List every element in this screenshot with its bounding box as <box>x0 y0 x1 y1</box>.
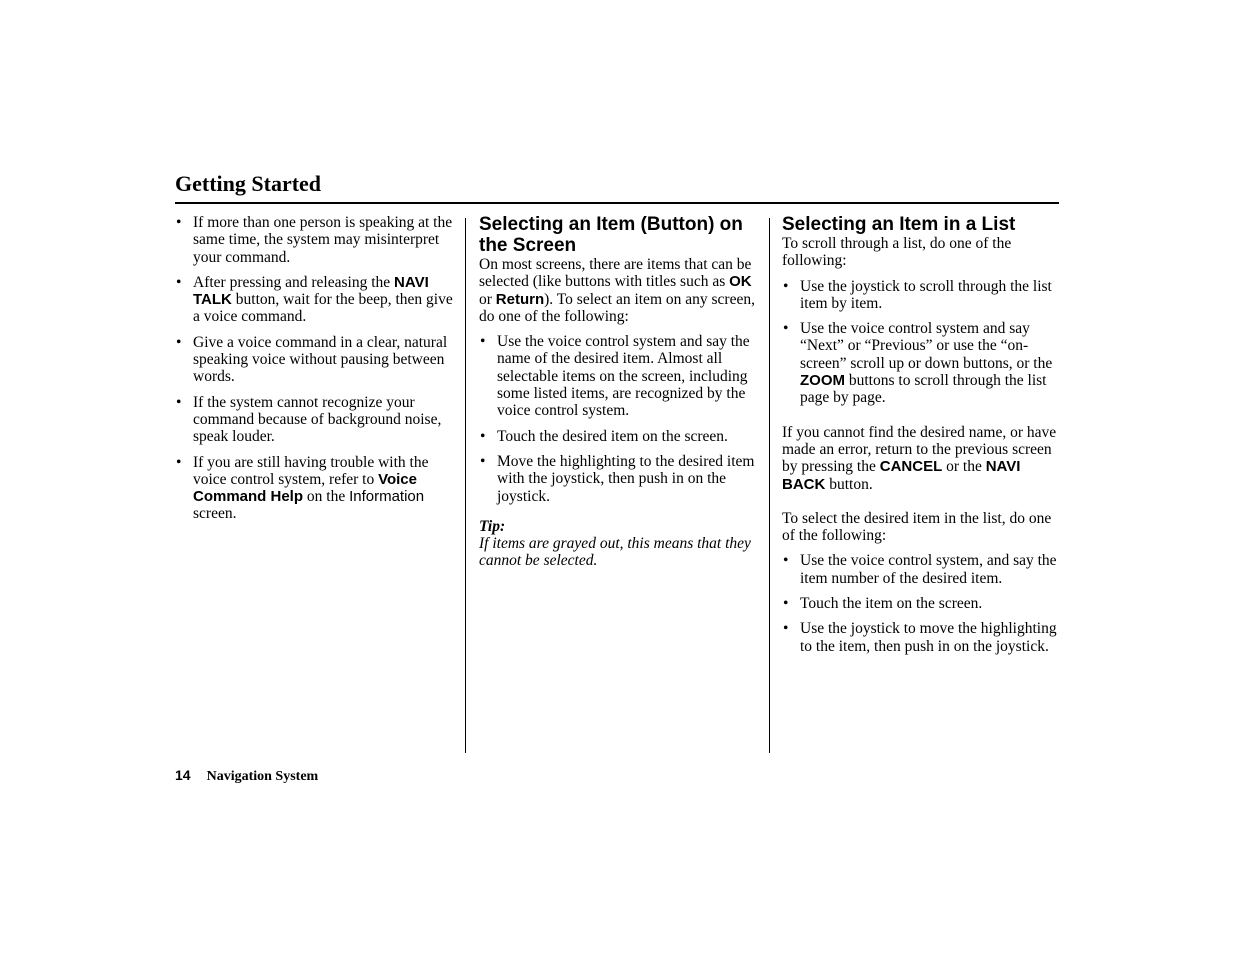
bullet-icon: • <box>480 452 486 470</box>
bullet-icon: • <box>480 427 486 445</box>
list-item: • Touch the item on the screen. <box>783 595 983 613</box>
button-select-list <box>479 333 759 505</box>
tip-box <box>479 518 759 570</box>
cancel-label: CANCEL <box>879 458 943 476</box>
column-middle <box>479 214 759 570</box>
list-item: • Touch the desired item on the screen. <box>480 427 728 445</box>
list-item: • If you are still having trouble with the voice control system, refer to Voice Command Help on the Information screen. <box>176 453 429 523</box>
list-item: • Give a voice command in a clear, natural speaking voice without pausing between words. <box>176 333 448 386</box>
list-item: • Use the voice control system and say the name of the desired item. Almost all selectable items on the screen, including some listed items, are recognized by the voice control system. <box>480 333 750 420</box>
list-item: • If the system cannot recognize your command because of background noise, speak louder. <box>176 393 442 446</box>
header-divider <box>175 202 1059 204</box>
page-number: 14 <box>175 767 191 783</box>
item-select-list <box>782 552 1060 654</box>
column-left <box>175 214 453 523</box>
bullet-icon: • <box>176 273 182 291</box>
information-label: Information <box>349 488 425 506</box>
footer-section: Navigation System <box>206 769 319 784</box>
list-item: • If more than one person is speaking at the same time, the system may misinterpret your command. <box>176 214 453 266</box>
ok-label: OK <box>729 273 752 291</box>
bullet-icon: • <box>783 320 789 338</box>
voice-command-help-label: Voice Command Help <box>193 470 417 506</box>
tip-text: If items are grayed out, this means that they cannot be selected. <box>479 535 751 570</box>
section-intro: To scroll through a list, do one of the following: <box>782 235 1012 270</box>
bullet-icon: • <box>783 552 789 570</box>
scroll-list <box>782 278 1060 407</box>
column-right <box>782 214 1060 655</box>
bullet-icon: • <box>176 214 182 231</box>
bullet-icon: • <box>176 393 182 411</box>
bullet-icon: • <box>783 277 789 295</box>
navi-back-label: NAVI BACK <box>782 458 1021 493</box>
section-title-list: Selecting an Item in a List <box>782 214 1016 235</box>
section-intro: On most screens, there are items that can be selected (like buttons with titles such as OK or Return). To select an item on any screen, do one of the following: <box>479 256 755 325</box>
page-header <box>175 170 1059 198</box>
bullet-icon: • <box>176 333 182 351</box>
tip-label: Tip: <box>479 517 506 535</box>
section-title-button: Selecting an Item (Button) on the Screen <box>479 214 743 256</box>
page-title: Getting Started <box>175 171 322 196</box>
list-item: • Use the joystick to scroll through the list item by item. <box>783 277 1052 312</box>
page-footer <box>175 767 318 785</box>
list-item: • Use the voice control system and say “Next” or “Previous” or use the “on-screen” scroll up or down buttons, or the ZOOM buttons to scroll through the list page by page. <box>783 320 1053 407</box>
column-divider-1 <box>465 218 466 753</box>
bullet-icon: • <box>783 620 789 638</box>
tips-list <box>175 214 453 523</box>
column-divider-2 <box>769 218 770 753</box>
return-label: Return <box>495 290 545 308</box>
list-item: • Use the voice control system, and say the item number of the desired item. <box>783 552 1057 587</box>
bullet-icon: • <box>480 333 486 351</box>
bullet-icon: • <box>783 595 789 613</box>
bullet-icon: • <box>176 453 182 471</box>
select-paragraph: To select the desired item in the list, do one of the following: <box>782 509 1052 545</box>
cancel-paragraph: If you cannot find the desired name, or have made an error, return to the previous screen by pressing the CANCEL or the NAVI BACK button. <box>782 423 1057 493</box>
list-item: • Use the joystick to move the highlighting to the item, then push in on the joystick. <box>783 620 1057 655</box>
list-item: • After pressing and releasing the NAVI TALK button, wait for the beep, then give a voice command. <box>176 273 453 326</box>
zoom-label: ZOOM <box>800 372 845 390</box>
navi-talk-label: NAVI TALK <box>193 273 429 309</box>
list-item: • Move the highlighting to the desired item with the joystick, then push in on the joystick. <box>480 452 755 505</box>
